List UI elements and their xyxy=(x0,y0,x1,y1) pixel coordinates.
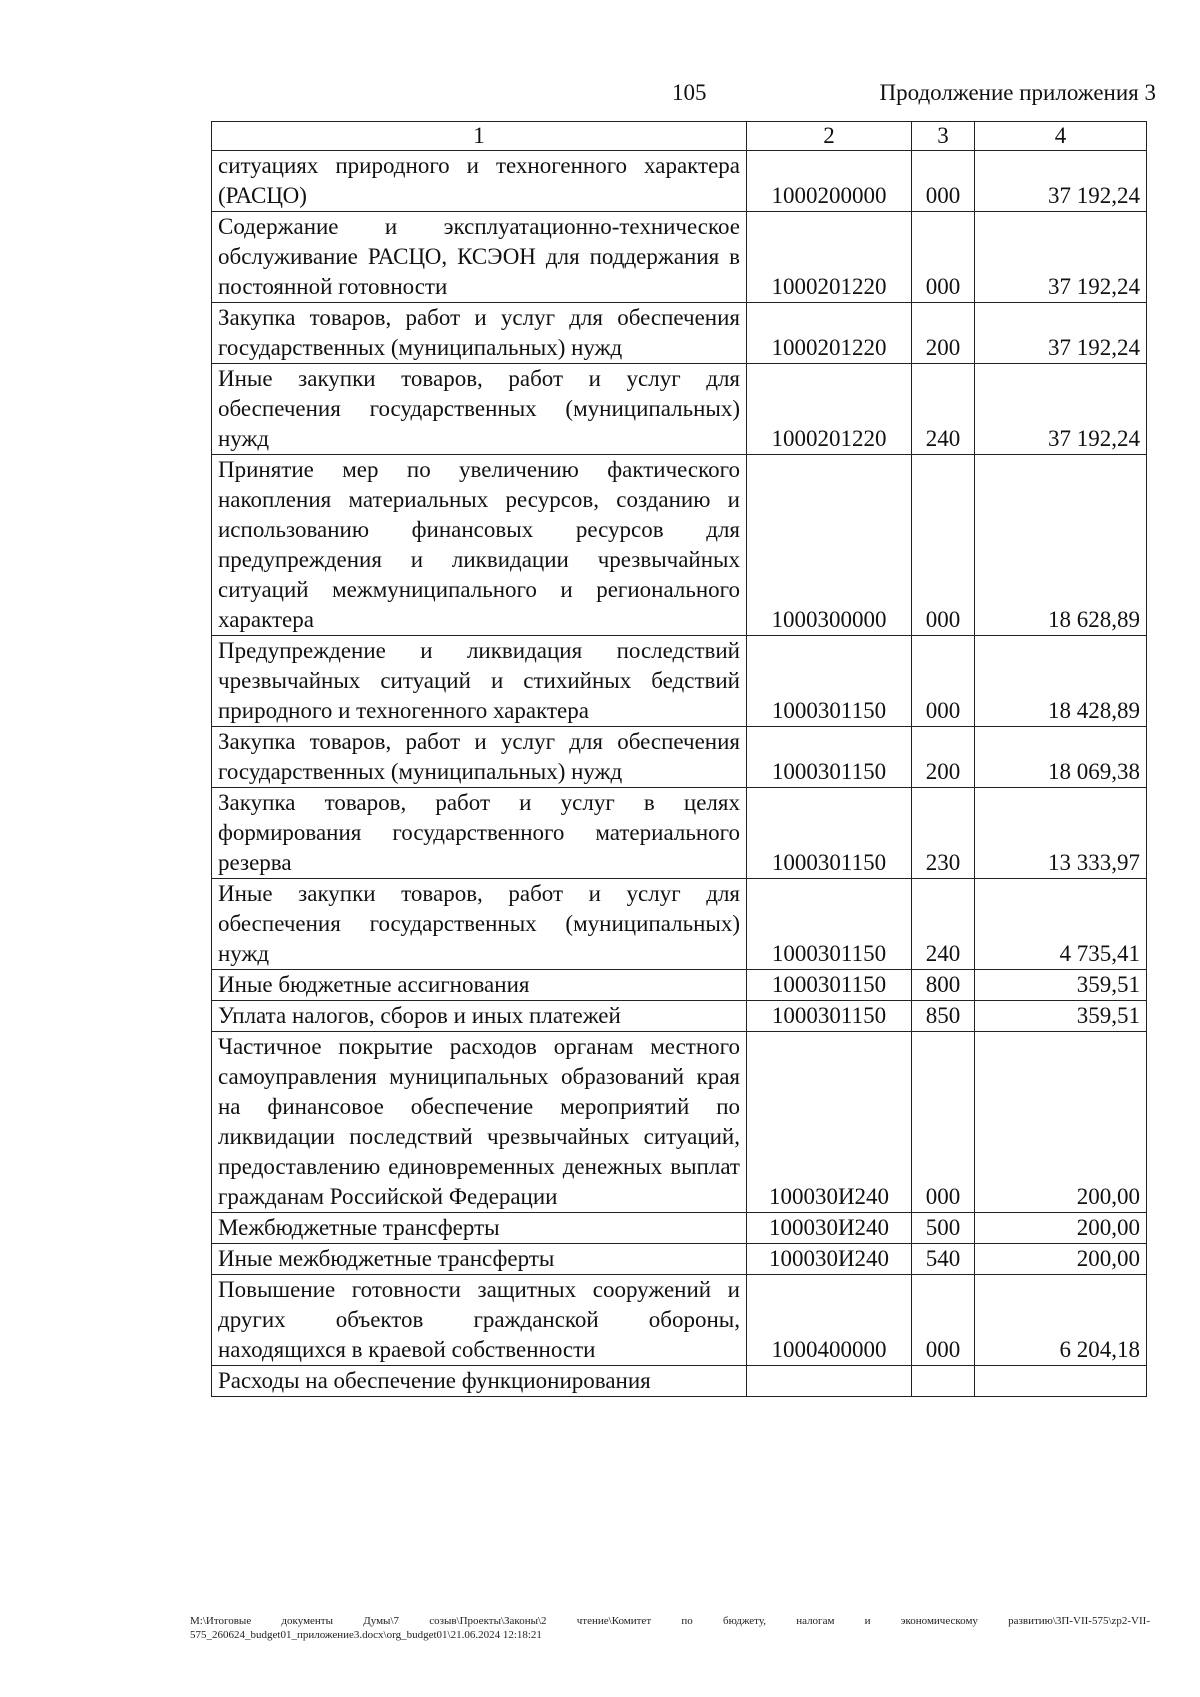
row-target-code: 100030И240 xyxy=(747,1032,912,1213)
column-header-4: 4 xyxy=(975,122,1147,151)
row-description: Предупреждение и ликвидация последствий чрезвычайных ситуаций и стихийных бедствий природного и техногенного характера xyxy=(212,636,747,727)
row-expense-kind: 230 xyxy=(912,788,975,879)
table-row xyxy=(212,151,1147,212)
row-amount: 200,00 xyxy=(975,1244,1147,1275)
row-expense-kind: 000 xyxy=(912,1032,975,1213)
row-description: Повышение готовности защитных сооружений и других объектов гражданской обороны, находящихся в краевой собственности xyxy=(212,1275,747,1366)
table-row xyxy=(212,303,1147,364)
row-amount: 37 192,24 xyxy=(975,303,1147,364)
continuation-label: Продолжение приложения 3 xyxy=(879,80,1156,105)
row-amount: 37 192,24 xyxy=(975,364,1147,455)
row-amount: 18 069,38 xyxy=(975,727,1147,788)
table-body xyxy=(212,151,1147,1397)
row-expense-kind xyxy=(912,1366,975,1397)
row-amount: 200,00 xyxy=(975,1032,1147,1213)
table-row xyxy=(212,1366,1147,1397)
row-amount: 18 628,89 xyxy=(975,455,1147,636)
row-target-code: 100030И240 xyxy=(747,1213,912,1244)
row-amount: 37 192,24 xyxy=(975,212,1147,303)
row-expense-kind: 240 xyxy=(912,879,975,970)
row-amount xyxy=(975,1366,1147,1397)
budget-table xyxy=(211,121,1147,1397)
row-amount: 200,00 xyxy=(975,1213,1147,1244)
table-row xyxy=(212,970,1147,1001)
row-expense-kind: 000 xyxy=(912,455,975,636)
row-amount: 359,51 xyxy=(975,970,1147,1001)
table-row xyxy=(212,212,1147,303)
file-path-footer: M:\Итоговые документы Думы\7 созыв\Проекты\Законы\2 чтение\Комитет по бюджету, налогам и экономическому развитию\3П-VII-575\zp2-VII-575_260624_budget01_приложение3.docx\org_budget01\21.06.2024 12:18:21 xyxy=(190,1615,1150,1641)
row-description: Закупка товаров, работ и услуг для обеспечения государственных (муниципальных) нужд xyxy=(212,727,747,788)
row-expense-kind: 000 xyxy=(912,212,975,303)
row-target-code: 100030И240 xyxy=(747,1244,912,1275)
table-row xyxy=(212,1213,1147,1244)
row-expense-kind: 000 xyxy=(912,1275,975,1366)
row-target-code: 1000200000 xyxy=(747,151,912,212)
row-description: Принятие мер по увеличению фактического накопления материальных ресурсов, созданию и использованию финансовых ресурсов для предупреждения и ликвидации чрезвычайных ситуаций межмуниципального и регионального характера xyxy=(212,455,747,636)
row-expense-kind: 000 xyxy=(912,636,975,727)
row-amount: 6 204,18 xyxy=(975,1275,1147,1366)
row-amount: 4 735,41 xyxy=(975,879,1147,970)
table-row xyxy=(212,727,1147,788)
row-expense-kind: 800 xyxy=(912,970,975,1001)
row-description: Межбюджетные трансферты xyxy=(212,1213,747,1244)
row-target-code: 1000201220 xyxy=(747,364,912,455)
table-row xyxy=(212,1275,1147,1366)
table-header-row xyxy=(212,122,1147,151)
table-row xyxy=(212,1032,1147,1213)
row-description: Частичное покрытие расходов органам местного самоуправления муниципальных образований края на финансовое обеспечение мероприятий по ликвидации последствий чрезвычайных ситуаций, предоставлению единовременных денежных выплат гражданам Российской Федерации xyxy=(212,1032,747,1213)
column-header-2: 2 xyxy=(747,122,912,151)
row-target-code: 1000301150 xyxy=(747,727,912,788)
column-header-3: 3 xyxy=(912,122,975,151)
row-expense-kind: 200 xyxy=(912,727,975,788)
row-description: Закупка товаров, работ и услуг для обеспечения государственных (муниципальных) нужд xyxy=(212,303,747,364)
row-description: Закупка товаров, работ и услуг в целях формирования государственного материального резерва xyxy=(212,788,747,879)
row-target-code: 1000300000 xyxy=(747,455,912,636)
row-expense-kind: 500 xyxy=(912,1213,975,1244)
table-row xyxy=(212,636,1147,727)
row-expense-kind: 200 xyxy=(912,303,975,364)
row-target-code: 1000301150 xyxy=(747,1001,912,1032)
row-amount: 359,51 xyxy=(975,1001,1147,1032)
row-target-code: 1000301150 xyxy=(747,879,912,970)
row-target-code: 1000201220 xyxy=(747,212,912,303)
row-description: Расходы на обеспечение функционирования xyxy=(212,1366,747,1397)
table-row xyxy=(212,1001,1147,1032)
row-target-code: 1000301150 xyxy=(747,970,912,1001)
row-expense-kind: 540 xyxy=(912,1244,975,1275)
table-row xyxy=(212,364,1147,455)
row-target-code: 1000301150 xyxy=(747,788,912,879)
table-row xyxy=(212,788,1147,879)
row-amount: 37 192,24 xyxy=(975,151,1147,212)
row-target-code: 1000201220 xyxy=(747,303,912,364)
row-description: Иные закупки товаров, работ и услуг для обеспечения государственных (муниципальных) нужд xyxy=(212,364,747,455)
row-expense-kind: 000 xyxy=(912,151,975,212)
table-row xyxy=(212,1244,1147,1275)
row-description: Иные закупки товаров, работ и услуг для обеспечения государственных (муниципальных) нужд xyxy=(212,879,747,970)
row-target-code: 1000400000 xyxy=(747,1275,912,1366)
column-header-1: 1 xyxy=(212,122,747,151)
table-row xyxy=(212,455,1147,636)
table-row xyxy=(212,879,1147,970)
row-description: Содержание и эксплуатационно-техническое обслуживание РАСЦО, КСЭОН для поддержания в постоянной готовности xyxy=(212,212,747,303)
row-description: Иные межбюджетные трансферты xyxy=(212,1244,747,1275)
row-expense-kind: 240 xyxy=(912,364,975,455)
row-amount: 18 428,89 xyxy=(975,636,1147,727)
row-expense-kind: 850 xyxy=(912,1001,975,1032)
page-number: 105 xyxy=(672,80,707,105)
row-target-code xyxy=(747,1366,912,1397)
row-description: ситуациях природного и техногенного характера (РАСЦО) xyxy=(212,151,747,212)
row-description: Иные бюджетные ассигнования xyxy=(212,970,747,1001)
row-description: Уплата налогов, сборов и иных платежей xyxy=(212,1001,747,1032)
row-target-code: 1000301150 xyxy=(747,636,912,727)
row-amount: 13 333,97 xyxy=(975,788,1147,879)
